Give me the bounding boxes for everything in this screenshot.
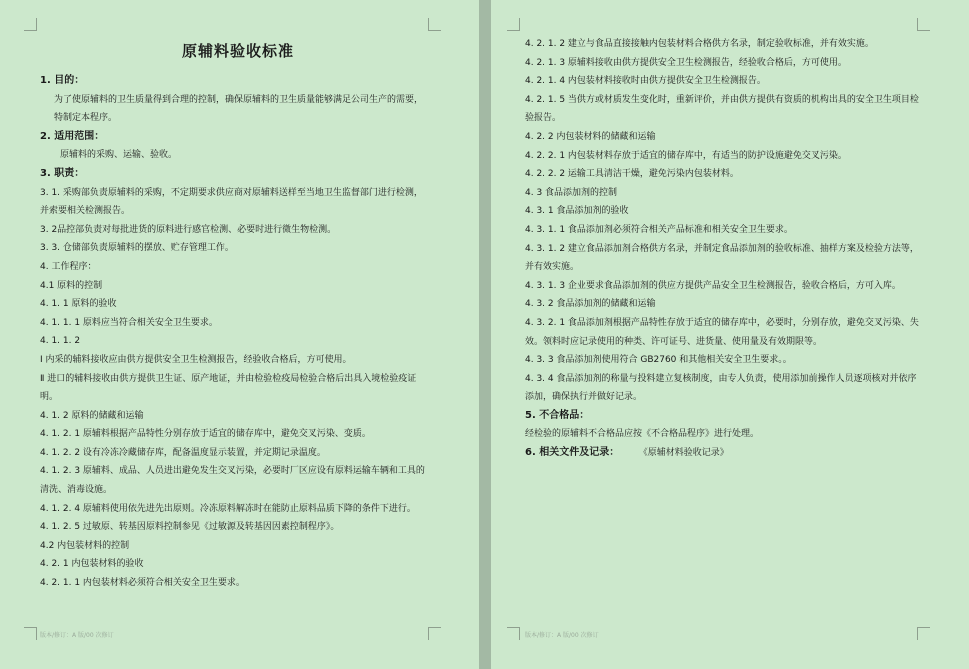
paragraph-line-text: 4. 3 食品添加剂的控制 <box>525 187 618 198</box>
paragraph-line <box>525 128 920 147</box>
document-title: 原辅料验收标准 <box>181 42 294 60</box>
corner-mark <box>507 627 520 640</box>
corner-mark <box>917 18 930 31</box>
page-right-content <box>525 35 920 463</box>
paragraph-line <box>40 146 430 165</box>
paragraph-line-text: 4.1 原料的控制 <box>40 280 103 291</box>
paragraph-line <box>525 351 920 370</box>
section-heading-text: 5. 不合格品： <box>525 409 590 421</box>
paragraph-line <box>525 240 920 277</box>
paragraph-line-text: 3. 3. 仓储部负责原辅料的摆放、贮存管理工作。 <box>40 243 234 254</box>
paragraph-line-text: 原辅料的采购、运输、验收。 <box>60 150 178 161</box>
paragraph-line-text: 4. 3. 1 食品添加剂的验收 <box>525 206 629 217</box>
record-reference: 《原辅材料验收记录》 <box>643 448 729 459</box>
section-heading <box>40 72 430 91</box>
section-heading-text: 2. 适用范围： <box>40 130 105 142</box>
corner-mark <box>917 627 930 640</box>
paragraph-line <box>525 295 920 314</box>
paragraph-line <box>40 91 430 128</box>
paragraph-line <box>525 277 920 296</box>
paragraph-line-text: 4. 3. 4 食品添加剂的称量与投料建立复核制度，由专人负责，使用添加前操作人员逐项核对并依序添加，确保执行并做好记录。 <box>525 373 917 403</box>
paragraph-line <box>40 425 430 444</box>
section-heading <box>40 165 430 184</box>
paragraph-line-text: 4. 3. 1. 2 建立食品添加剂合格供方名录，并制定食品添加剂的验收标准、抽样方案及检验方法等，并有效实施。 <box>525 243 919 273</box>
paragraph-line-text: 3. 2品控部负责对每批进货的原料进行感官检测、必要时进行微生物检测。 <box>40 224 337 235</box>
paragraph-line-text: 3. 1. 采购部负责原辅料的采购，不定期要求供应商对原辅料送样至当地卫生监督部门进行检测，并索要相关检测报告。 <box>40 187 423 217</box>
paragraph-line-text: 4. 3. 1. 1 食品添加剂必须符合相关产品标准和相关安全卫生要求。 <box>525 224 793 235</box>
paragraph-line-text: 4.2 内包装材料的控制 <box>40 540 130 551</box>
paragraph-line <box>40 462 430 499</box>
paragraph-line-text: 4. 1. 1. 2 <box>40 336 81 347</box>
paragraph-line <box>525 72 920 91</box>
paragraph-line <box>525 184 920 203</box>
paragraph-line-text: 4. 2. 2. 1 内包装材料存放于适宜的储存库中，有适当的防护设施避免交叉污染。 <box>525 150 847 161</box>
right-text-body <box>525 35 920 463</box>
paragraph-line-text: 4. 工作程序： <box>40 261 97 272</box>
paragraph-line <box>525 35 920 54</box>
paragraph-line-text: 4. 2. 2. 2 运输工具清洁干燥，避免污染内包装材料。 <box>525 169 739 180</box>
paragraph-line <box>525 91 920 128</box>
paragraph-line-text: 4. 1. 2 原料的储藏和运输 <box>40 410 144 421</box>
paragraph-line <box>40 537 430 556</box>
corner-mark <box>507 18 520 31</box>
paragraph-line-text: 4. 1. 2. 1 原辅料根据产品特性分别存放于适宜的储存库中，避免交叉污染、变质。 <box>40 429 371 440</box>
paragraph-line <box>525 54 920 73</box>
paragraph-line-text: 4. 1. 2. 5 过敏原、转基因原料控制参见《过敏源及转基因因素控制程序》。 <box>40 522 340 533</box>
paragraph-line <box>525 165 920 184</box>
paragraph-line-text: 4. 2. 1. 3 原辅料接收由供方提供安全卫生检测报告，经验收合格后，方可使用。 <box>525 57 847 68</box>
paragraph-line-text: 经检验的原辅料不合格品应按《不合格品程序》进行处理。 <box>525 429 760 440</box>
paragraph-line-text: 4. 1. 2. 4 原辅料使用依先进先出原则。冷冻原料解冻时在能防止原料品质下降的条件下进行。 <box>40 503 416 514</box>
paragraph-line <box>40 332 430 351</box>
paragraph-line-text: 4. 3. 1. 3 企业要求食品添加剂的供应方提供产品安全卫生检测报告，验收合格后，方可入库。 <box>525 280 901 291</box>
paragraph-line <box>40 277 430 296</box>
paragraph-line <box>525 202 920 221</box>
corner-mark <box>428 18 441 31</box>
paragraph-line-text: Ⅰ 内采的辅料接收应由供方提供安全卫生检测报告，经验收合格后，方可使用。 <box>40 354 352 365</box>
paragraph-line <box>40 370 430 407</box>
paragraph-line <box>525 314 920 351</box>
paragraph-line-text: 4. 1. 1. 1 原料应当符合相关安全卫生要求。 <box>40 317 218 328</box>
paragraph-line <box>40 574 430 593</box>
paragraph-line <box>40 444 430 463</box>
paragraph-line <box>40 518 430 537</box>
paragraph-line <box>525 221 920 240</box>
corner-mark <box>24 18 37 31</box>
paragraph-line-text: 4. 3. 2 食品添加剂的储藏和运输 <box>525 299 656 310</box>
paragraph-line-text: 4. 1. 2. 2 设有冷冻冷藏储存库，配备温度显示装置，并定期记录温度。 <box>40 447 326 458</box>
paragraph-line-text: 4. 2. 2 内包装材料的储藏和运输 <box>525 131 656 142</box>
left-text-body <box>40 72 430 593</box>
page-footer: 版本/修订：A 版/00 次修订 <box>525 632 599 639</box>
paragraph-line <box>40 500 430 519</box>
paragraph-line-text: 4. 2. 1 内包装材料的验收 <box>40 559 144 570</box>
page-left <box>0 0 479 669</box>
section-heading <box>40 128 430 147</box>
corner-mark <box>428 627 441 640</box>
paragraph-line <box>525 147 920 166</box>
paragraph-line-text: 4. 2. 1. 1 内包装材料必须符合相关安全卫生要求。 <box>40 578 245 589</box>
section-heading-text: 1. 目的： <box>40 75 85 86</box>
paragraph-line <box>40 555 430 574</box>
paragraph-line-text: 4. 2. 1. 4 内包装材料接收时由供方提供安全卫生检测报告。 <box>525 76 766 87</box>
section-heading <box>525 444 920 463</box>
paragraph-line-text: 4. 3. 2. 1 食品添加剂根据产品特性存放于适宜的储存库中，必要时，分别存放，避免交叉污染、失效。领料时应记录使用的种类、许可证号、进货量、使用量及有效期限等。 <box>525 317 919 347</box>
corner-mark <box>24 627 37 640</box>
paragraph-line <box>525 370 920 407</box>
section-heading <box>525 407 920 426</box>
paragraph-line <box>40 351 430 370</box>
page-right <box>491 0 969 669</box>
paragraph-line <box>40 258 430 277</box>
paragraph-line-text: 4. 2. 1. 2 建立与食品直接接触内包装材料合格供方名录，制定验收标准，并有效实施。 <box>525 39 874 49</box>
paragraph-line <box>40 221 430 240</box>
paragraph-line-text: 4. 1. 2. 3 原辅料、成品、人员进出避免发生交叉污染，必要时厂区应设有原料运输车辆和工具的清洗、消毒设施。 <box>40 466 425 496</box>
paragraph-line <box>40 314 430 333</box>
paragraph-line-text: 4. 3. 3 食品添加剂使用符合 GB2760 和其他相关安全卫生要求。。 <box>525 355 792 366</box>
section-heading-text: 6. 相关文件及记录： <box>525 447 620 459</box>
page-left-content <box>40 38 430 593</box>
paragraph-line <box>40 295 430 314</box>
paragraph-line <box>40 407 430 426</box>
paragraph-line-text: Ⅱ 进口的辅料接收由供方提供卫生证、原产地证，并由检验检疫局检验合格后出具入境检验疫证明。 <box>40 373 417 403</box>
section-heading-text: 3. 职责： <box>40 167 85 179</box>
paragraph-line <box>40 239 430 258</box>
paragraph-line <box>525 425 920 444</box>
paragraph-line-text: 4. 1. 1 原料的验收 <box>40 299 117 310</box>
paragraph-line-text: 为了使原辅料的卫生质量得到合理的控制，确保原辅料的卫生质量能够满足公司生产的需要，特制定本程序。 <box>54 94 424 124</box>
paragraph-line <box>40 184 430 221</box>
page-footer: 版本/修订：A 版/00 次修订 <box>40 632 114 639</box>
paragraph-line-text: 4. 2. 1. 5 当供方或材质发生变化时，重新评价，并由供方提供有资质的机构出具的安全卫生项目检验报告。 <box>525 94 919 124</box>
